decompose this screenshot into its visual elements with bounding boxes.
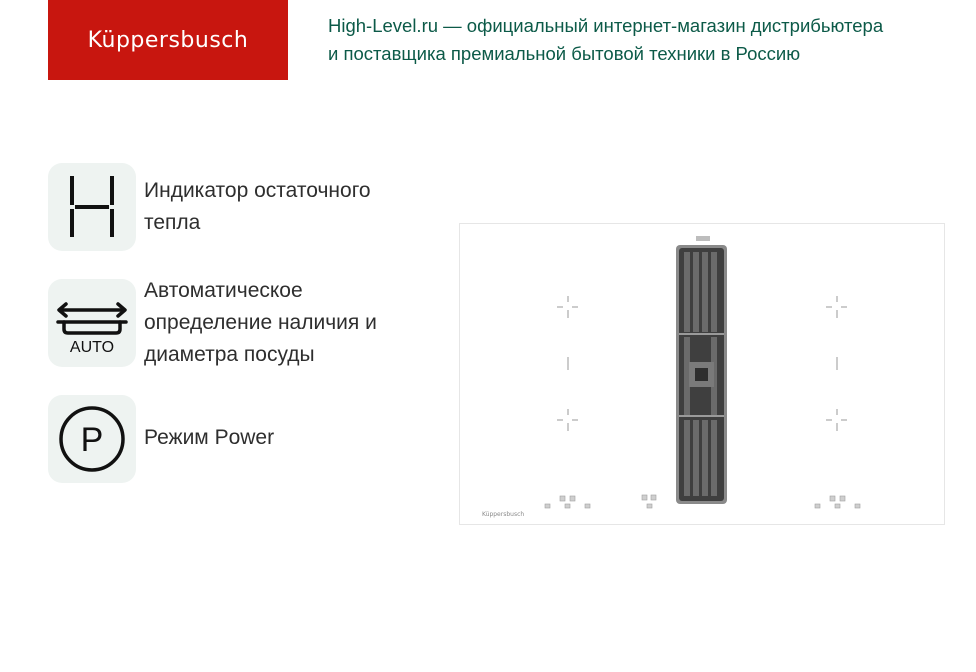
controls-center [642,495,656,508]
auto-label: AUTO [69,339,115,356]
feature-line: Автоматическое [144,279,303,302]
power-mode-icon [48,395,136,483]
feature-residual-heat [48,163,434,251]
power-p-letter: P [80,421,104,459]
store-tagline [328,12,948,68]
controls-right [815,496,860,508]
brand-logo-text: Küppersbusch [87,27,249,53]
feature-power-mode [48,395,434,483]
vent-top-label [696,236,710,241]
feature-power-mode-label [144,395,434,454]
residual-heat-icon [48,163,136,251]
downdraft-vent [676,245,727,504]
feature-auto-detection [48,279,434,371]
feature-line: определение наличия и [144,311,377,334]
hob-brand-mark: Küppersbusch [482,511,525,518]
tagline-line-1: High-Level.ru — официальный интернет-магазин дистрибьютера [328,15,884,36]
brand-logo[interactable] [48,0,288,80]
tagline-line-2: и поставщика премиальной бытовой техники в Россию [328,43,801,64]
controls-left [545,496,590,508]
feature-auto-detection-label [144,275,434,371]
auto-pot-detection-icon [48,279,136,367]
feature-line: Индикатор остаточного [144,179,371,202]
feature-line: тепла [144,211,201,234]
feature-residual-heat-label [144,163,434,239]
feature-line: диаметра посуды [144,343,315,366]
induction-hob-image [459,223,945,525]
right-zone-markers [826,296,847,431]
hob-drawing [460,224,946,526]
feature-line: Режим Power [144,426,275,449]
left-zone-markers [557,296,578,431]
